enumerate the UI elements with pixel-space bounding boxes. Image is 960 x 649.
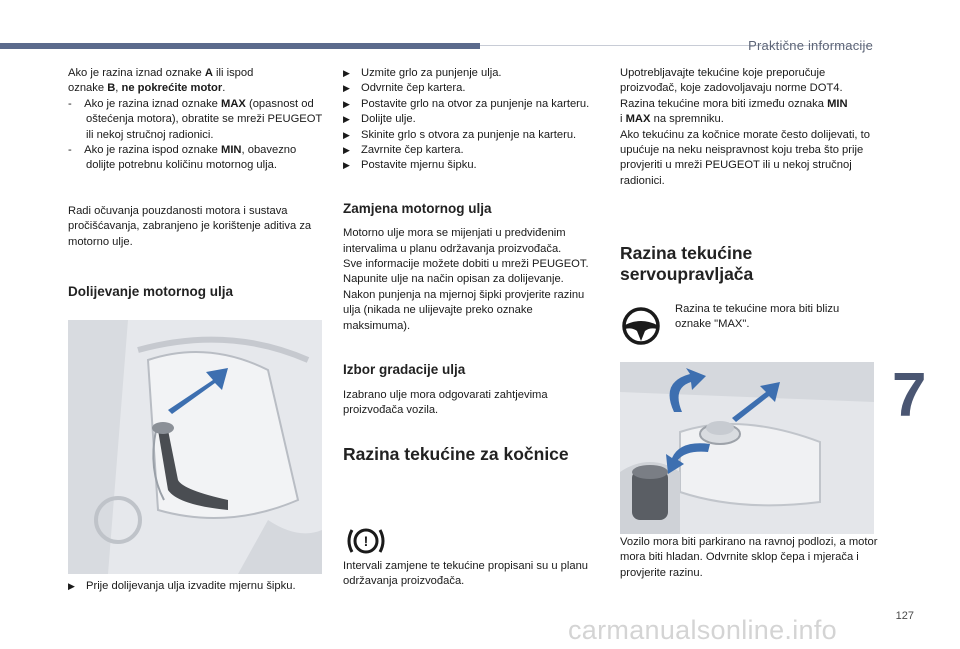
list-item: ▶ Postavite mjernu šipku. (343, 158, 599, 173)
bullet-arrow-icon: ▶ (343, 145, 350, 156)
column-3 (620, 66, 878, 285)
list-item: ▶ Odvrnite čep kartera. (343, 81, 599, 96)
list-item: ▶ Postavite grlo na otvor za punjenje na karteru. (343, 97, 599, 112)
list-item: ▶ Uzmite grlo za punjenje ulja. (343, 66, 599, 81)
bullet-arrow-icon: ▶ (343, 114, 350, 125)
page-number: 127 (895, 610, 914, 622)
steering-wheel-icon (620, 305, 662, 347)
intro-paragraph: Ako je razina iznad oznake A ili ispod oznake B, ne pokrećite motor. (68, 67, 254, 95)
brake-interval-text: Intervali zamjene te tekućine propisani su u planu održavanja proizvođača. (343, 560, 589, 588)
heading-oil-topup: Dolijevanje motornog ulja (68, 284, 234, 300)
column-1 (68, 66, 324, 299)
heading-oil-grade: Izbor gradacije ulja (343, 362, 466, 378)
heading-oil-change: Zamjena motornog ulja (343, 200, 492, 216)
oil-change-para: Napunite ulje na način opisan za dolijevanje. Nakon punjenja na mjernoj šipki provjerite razinu ulja (nikada ne ulijevajte preko oznake maksimuma). (343, 273, 585, 332)
chapter-number: 7 (892, 361, 927, 430)
additive-warning: Radi očuvanja pouzdanosti motora i sustava pročišćavanja, zabranjeno je korištenje aditiva za motorno ulje. (68, 204, 312, 248)
bullet-arrow-icon: ▶ (343, 83, 350, 94)
dash-item-max: - Ako je razina iznad oznake MAX (opasnost od oštećenja motora), obratite se mreži PEUGEOT ili nekoj stručnoj radionici. (68, 97, 323, 141)
bullet-arrow-icon: ▶ (68, 581, 75, 591)
list-item: ▶ Dolijte ulje. (343, 112, 599, 127)
power-steering-caption: Vozilo mora biti parkirano na ravnoj podlozi, a motor mora biti hladan. Odvrnite sklop čepa i mjerača i provjerite razinu. (620, 536, 878, 579)
oil-change-para: Sve informacije možete dobiti u mreži PEUGEOT. (343, 258, 589, 271)
svg-text:!: ! (363, 533, 369, 549)
bullet-arrow-icon: ▶ (343, 68, 350, 78)
power-steering-level-text: Razina te tekućine mora biti blizu oznake "MAX". (675, 303, 840, 331)
bullet-arrow-icon: ▶ (343, 129, 350, 140)
heading-brake-fluid: Razina tekućine za kočnice (343, 444, 569, 465)
list-item: ▶ Skinite grlo s otvora za punjenje na karteru. (343, 128, 599, 143)
chapter-title: Praktične informacije (748, 38, 873, 53)
caption-col1: ▶ Prije dolijevanja ulja izvadite mjernu šipku. (68, 579, 324, 594)
brake-fluid-para: Ako tekućinu za kočnice morate često dolijevati, to upućuje na neku neispravnost koju treba što prije provjeriti u mreži PEUGEOT ili u nekoj stručnoj radionici. (620, 128, 870, 187)
heading-power-steering: Razina tekućine servoupravljača (620, 243, 754, 285)
bullet-arrow-icon: ▶ (343, 160, 350, 171)
list-item: ▶ Zavrnite čep kartera. (343, 143, 599, 158)
header-bar (0, 43, 480, 49)
brake-fluid-para: Upotrebljavajte tekućine koje preporučuje proizvođač, koje zadovoljavaju norme DOT4. (620, 67, 843, 95)
oil-grade-para: Izabrano ulje mora odgovarati zahtjevima proizvođača vozila. (343, 388, 548, 416)
oil-filler-photo (68, 320, 322, 574)
brake-fluid-level: Razina tekućine mora biti između oznaka MIN i MAX na spremniku. (620, 97, 848, 126)
brake-warning-icon (345, 522, 387, 560)
power-steering-photo (620, 362, 874, 534)
column-2 (343, 66, 599, 465)
oil-change-para: Motorno ulje mora se mijenjati u predviđenim intervalima u planu održavanja proizvođača. (343, 227, 566, 255)
bullet-arrow-icon: ▶ (343, 98, 350, 109)
watermark: carmanualsonline.info (568, 615, 837, 645)
dash-item-min: - Ako je razina ispod oznake MIN, obavezno dolijte potrebnu količinu motornog ulja. (68, 144, 297, 172)
